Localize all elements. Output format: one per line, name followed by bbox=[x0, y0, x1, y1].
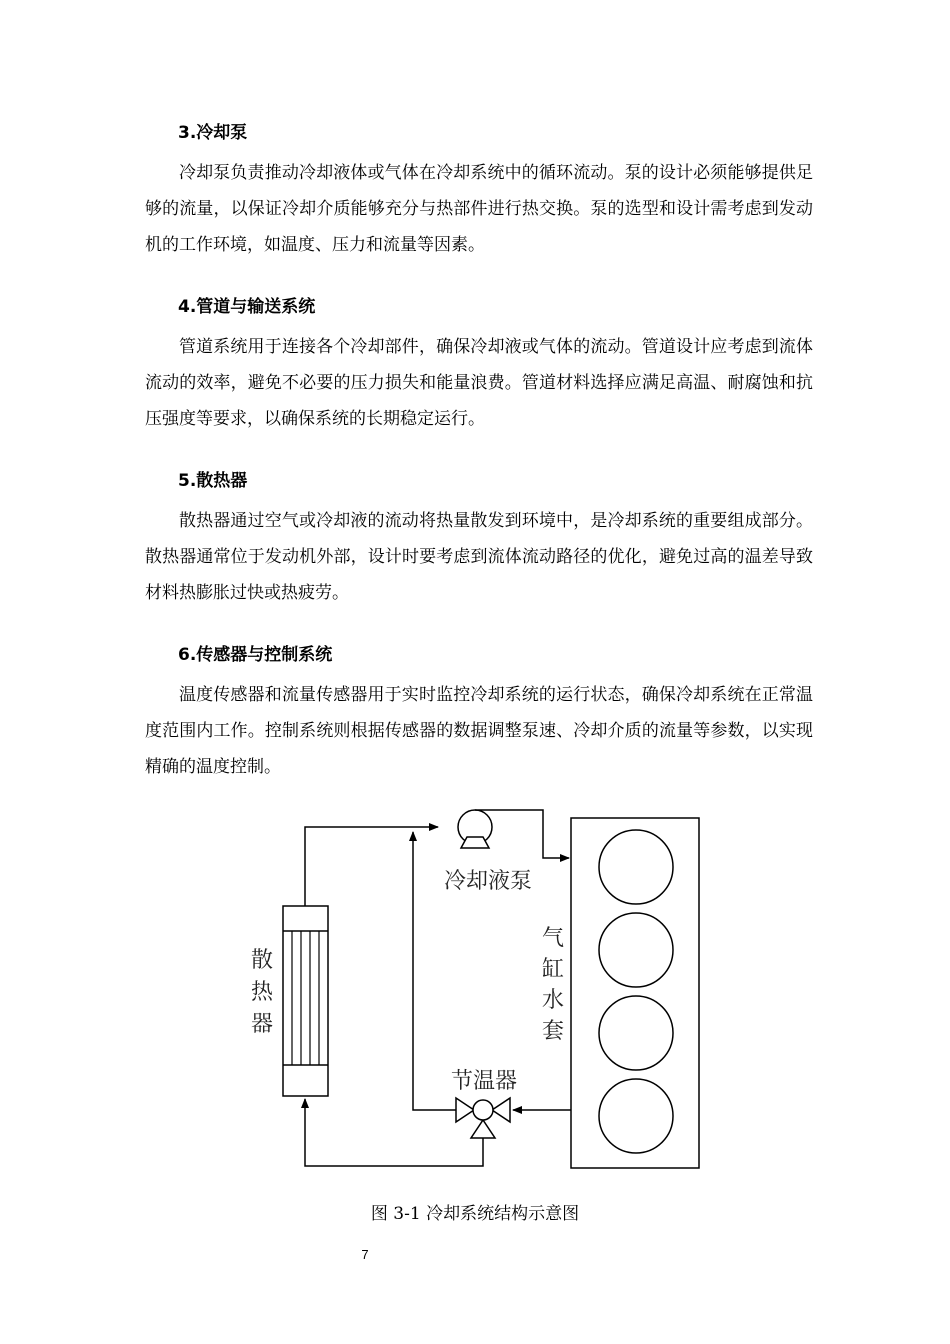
section-heading-pump: 3.冷却泵 bbox=[178, 123, 248, 143]
section-heading-sensors: 6.传感器与控制系统 bbox=[178, 645, 333, 665]
diagram-svg bbox=[0, 790, 950, 1190]
cooling-system-diagram bbox=[0, 790, 950, 1190]
section-body-pipes: 管道系统用于连接各个冷却部件，确保冷却液或气体的流动。管道设计应考虑到流体流动的效率，避免不必要的压力损失和能量浪费。管道材料选择应满足高温、耐腐蚀和抗压强度等要求，以确保系统的长期稳定运行。 bbox=[145, 337, 813, 429]
thermostat-label: 节温器 bbox=[450, 1069, 518, 1094]
radiator-label-2: 热 bbox=[250, 980, 274, 1005]
thermostat-valve bbox=[456, 1098, 510, 1138]
section-body-radiator: 散热器通过空气或冷却液的流动将热量散发到环境中，是冷却系统的重要组成部分。散热器通常位于发动机外部，设计时要考虑到流体流动路径的优化，避免过高的温差导致材料热膨胀过快或热疲劳。 bbox=[145, 511, 813, 603]
jacket-label-3: 水 bbox=[541, 988, 565, 1013]
jacket-label-2: 缸 bbox=[541, 957, 565, 982]
cylinder-4 bbox=[599, 1079, 673, 1153]
section-body-pump: 冷却泵负责推动冷却液体或气体在冷却系统中的循环流动。泵的设计必须能够提供足够的流量，以保证冷却介质能够充分与热部件进行热交换。泵的选型和设计需考虑到发动机的工作环境，如温度、压力和流量等因素。 bbox=[145, 163, 813, 255]
jacket-label-1: 气 bbox=[541, 926, 565, 951]
radiator-label-3: 器 bbox=[250, 1012, 274, 1037]
jacket-label-4: 套 bbox=[541, 1019, 565, 1044]
coolant-pump bbox=[458, 810, 500, 848]
section-heading-radiator: 5.散热器 bbox=[178, 471, 248, 491]
coolant-pipes bbox=[305, 810, 571, 1166]
figure-caption: 图 3-1 冷却系统结构示意图 bbox=[370, 1204, 580, 1224]
radiator bbox=[283, 906, 328, 1096]
cylinder-2 bbox=[599, 913, 673, 987]
cylinder-3 bbox=[599, 996, 673, 1070]
section-body-sensors: 温度传感器和流量传感器用于实时监控冷却系统的运行状态，确保冷却系统在正常温度范围内工作。控制系统则根据传感器的数据调整泵速、冷却介质的流量等参数，以实现精确的温度控制。 bbox=[145, 685, 813, 777]
page-number: 7 bbox=[361, 1247, 369, 1262]
cylinder-1 bbox=[599, 830, 673, 904]
radiator-label-1: 散 bbox=[250, 948, 274, 973]
section-heading-pipes: 4.管道与输送系统 bbox=[178, 297, 316, 317]
pump-label: 冷却液泵 bbox=[443, 869, 533, 894]
cylinder-water-jacket bbox=[571, 818, 699, 1168]
